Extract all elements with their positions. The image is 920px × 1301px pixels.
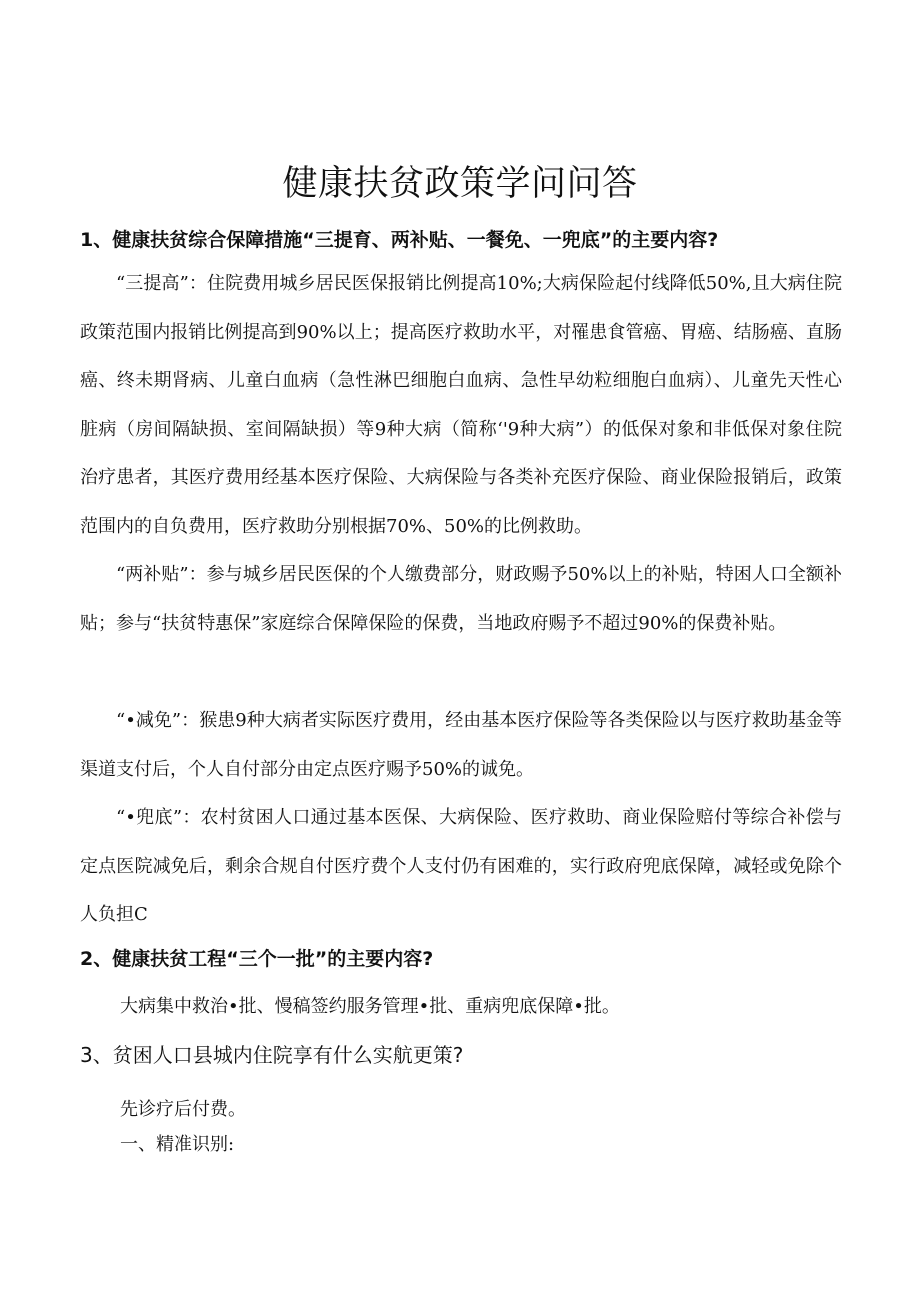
page-title: 健康扶贫政策学问问答 [282, 164, 638, 205]
question-2: 2、健康扶贫工程“三个一批”的主要内容? [80, 948, 434, 970]
question-3: 3、贫困人口县城内住院享有什么实航更策? [80, 1043, 464, 1067]
q1-paragraph-one-reduction: “•减免”：猴患9种大病者实际医疗费用，经由基本医疗保险等各类保险以与医疗救助基金等渠道支付后，个人自付部分由定点医疗赐予50%的诚免。 [80, 710, 842, 780]
question-1: 1、健康扶贫综合保障措施“三提育、两补贴、一餐免、一兜底”的主要内容? [80, 229, 719, 251]
q1-paragraph-three-increases: “三提高”：住院费用城乡居民医保报销比例提高10%;大病保险起付线降低50%,且大病住院政策范围内报销比例提高到90%以上；提高医疗救助水平，对罹患食管癌、胃癌、结肠癌、直肠癌、终未期肾病、儿童白血病（急性淋巴细胞白血病、急性早幼粒细胞白血病）、儿童先天性心脏病（房间隔缺损、室间隔缺损）等9种大病（简称‘'9种大病”）的低保对象和非低保对象住院治疗患者，其医疗费用经基本医疗保险、大病保险与各类补充医疗保险、商业保险报销后，政策范围内的自负费用，医疗救助分别根据70%、50%的比例救助。 [80, 273, 842, 537]
q2-answer: 大病集中救治•批、慢稿签约服务管理•批、重病兜底保障•批。 [120, 996, 620, 1017]
q3-answer-line-2: 一、精准识别: [120, 1134, 235, 1155]
q1-paragraph-one-guarantee: “•兜底”：农村贫困人口通过基本医保、大病保险、医疗救助、商业保险赔付等综合补偿与定点医院减免后，剩余合规自付医疗费个人支付仍有困难的，实行政府兜底保障，减轻或免除个人负担C [80, 807, 842, 925]
q1-paragraph-two-subsidies: “两补贴”：参与城乡居民医保的个人缴费部分，财政赐予50%以上的补贴，特困人口全额补贴；参与“扶贫特惠保”家庭综合保障保险的保费，当地政府赐予不超过90%的保费补贴。 [80, 564, 842, 634]
q3-answer-line-1: 先诊疗后付费。 [120, 1099, 246, 1120]
